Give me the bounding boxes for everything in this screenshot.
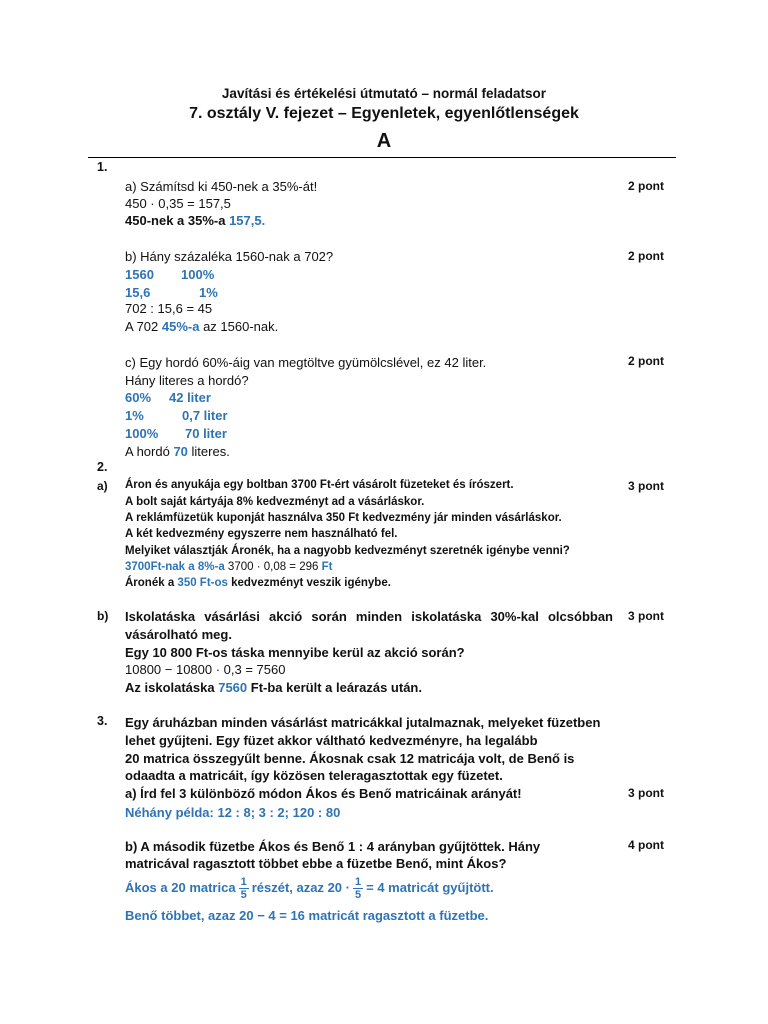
task-1c-proportion-row-1 <box>125 389 211 406</box>
task-3a-question: a) Írd fel 3 különböző módon Ákos és Benő matricáinak arányát! <box>125 786 522 801</box>
fraction-numerator: 1 <box>240 876 247 889</box>
task-1b-answer-value: 45%-a <box>161 319 200 334</box>
task-1c-r3-left: 100% <box>125 426 159 441</box>
task-1c-answer-pre: A hordó <box>125 444 174 459</box>
fraction-denominator-2: 5 <box>354 889 362 902</box>
task-1a-points: 2 pont <box>628 179 664 193</box>
task-3b-question-line-1: b) A második füzetbe Ákos és Benő 1 : 4 arányban gyűjtöttek. Hány <box>125 839 541 854</box>
task-1a-answer-value: 157,5. <box>229 213 266 228</box>
task-2a-line-3: A reklámfüzetük kuponját használva 350 Ft kedvezmény jár minden vásárláskor. <box>125 512 562 524</box>
task-1c-answer-post: literes. <box>187 444 230 459</box>
task-1a-answer <box>125 212 265 229</box>
task-1c-r3-right: 70 liter <box>185 426 227 441</box>
task-1b-r1-right: 100% <box>181 267 215 282</box>
fraction-denominator: 5 <box>240 889 247 902</box>
task-1a-answer-text: 450-nek a 35%-a <box>125 213 230 228</box>
task-1b-answer <box>125 318 278 335</box>
task-2b-answer-value: 7560 <box>218 680 248 695</box>
task-2a-line-4: A két kedvezmény egyszerre nem használható fel. <box>125 528 398 540</box>
task-1c-question-line-1: c) Egy hordó 60%-áig van megtöltve gyümölcslével, ez 42 liter. <box>125 355 487 370</box>
task-2a-calc-pre: 3700Ft-nak a 8%-a <box>125 561 228 573</box>
task-2a-answer-value: 350 Ft-os <box>177 577 228 589</box>
task-2b-line-3: Egy 10 800 Ft-os táska mennyibe kerül az akció során? <box>125 645 465 660</box>
fraction-numerator-2: 1 <box>354 876 362 889</box>
task-2a-line-1: Áron és anyukája egy boltban 3700 Ft-ért vásárolt füzeteket és írószert. <box>125 479 514 491</box>
chapter-title: 7. osztály V. fejezet – Egyenletek, egyenlőtlenségek <box>189 105 579 122</box>
task-3-line-1: Egy áruházban minden vásárlást matricákkal jutalmaznak, melyeket füzetben <box>125 715 601 730</box>
task-3b-points: 4 pont <box>628 838 664 852</box>
task-2a-answer-post: kedvezményt veszik igénybe. <box>227 577 391 589</box>
task-2b-line-1: Iskolatáska vásárlási akció során minden iskolatáska 30%-kal olcsóbban <box>125 609 613 624</box>
task-2a-label: a) <box>97 479 108 493</box>
task-1c-question-line-2: Hány literes a hordó? <box>125 373 249 388</box>
task-2b-label: b) <box>97 609 109 623</box>
task-1b-r1-left: 1560 <box>125 267 154 282</box>
task-1b-answer-post: az 1560-nak. <box>199 319 279 334</box>
guide-heading: Javítási és értékelési útmutató – normál feladatsor <box>221 86 547 101</box>
task-2b-calculation: 10800 − 10800 · 0,3 = 7560 <box>125 662 286 677</box>
task-1b-proportion-row-2 <box>125 284 218 301</box>
task-2b-answer-post: Ft-ba került a leárazás után. <box>247 680 422 695</box>
task-3-line-3: 20 matrica összegyűlt benne. Ákosnak csak 12 matricája volt, de Benő is <box>125 751 575 766</box>
task-1c-r2-right: 0,7 liter <box>182 408 228 423</box>
task-2b-answer-pre: Az iskolatáska <box>125 680 219 695</box>
task-1b-answer-pre: A 702 <box>125 319 162 334</box>
task-1c-answer-value: 70 <box>173 444 188 459</box>
task-1c-proportion-row-3 <box>125 425 227 442</box>
task-1c-r1-right: 42 liter <box>169 390 211 405</box>
task-3-line-4: odaadta a matricáit, így közösen teleragasztottak egy füzetet. <box>125 768 503 783</box>
task-1-number: 1. <box>97 160 108 174</box>
task-2a-answer <box>125 575 391 592</box>
task-3a-answer: Néhány példa: 12 : 8; 3 : 2; 120 : 80 <box>125 805 341 820</box>
task-1b-calculation: 702 : 15,6 = 45 <box>125 301 213 316</box>
task-2a-calc-mid: 3700 · 0,08 = 296 <box>227 561 319 573</box>
task-3a-points: 3 pont <box>628 786 664 800</box>
task-1b-r2-left: 15,6 <box>125 285 151 300</box>
task-1c-points: 2 pont <box>628 354 664 368</box>
task-2a-answer-pre: Áronék a <box>125 577 178 589</box>
task-2a-calculation <box>125 559 332 576</box>
task-3b-question-line-2: matricával ragasztott többet ebbe a füzetbe Benő, mint Ákos? <box>125 856 507 871</box>
task-3b-ans1-mid: részét, azaz 20 · <box>251 880 350 895</box>
task-2b-points: 3 pont <box>628 609 664 623</box>
task-1c-answer <box>125 443 230 460</box>
fraction-one-fifth-2 <box>353 876 363 901</box>
task-1b-question: b) Hány százaléka 1560-nak a 702? <box>125 249 334 264</box>
task-2b-answer <box>125 679 422 696</box>
task-1b-points: 2 pont <box>628 249 664 263</box>
task-3b-answer-line-1 <box>125 872 494 904</box>
fraction-one-fifth <box>239 876 249 901</box>
task-2-number: 2. <box>97 460 108 474</box>
task-3b-ans1-pre: Ákos a 20 matrica <box>125 880 236 895</box>
task-2a-line-2: A bolt saját kártyája 8% kedvezményt ad a vásárláskor. <box>125 496 425 508</box>
task-1a-calculation: 450 · 0,35 = 157,5 <box>125 196 231 211</box>
task-3-number: 3. <box>97 714 108 728</box>
task-1c-proportion-row-2 <box>125 407 228 424</box>
header-divider <box>88 157 676 158</box>
task-3b-answer-line-2: Benő többet, azaz 20 − 4 = 16 matricát ragasztott a füzetbe. <box>125 908 489 923</box>
task-3-line-2: lehet gyűjteni. Egy füzet akkor váltható kedvezményre, ha legalább <box>125 733 538 748</box>
task-2a-line-5: Melyiket választják Áronék, ha a nagyobb kedvezményt szeretnék igénybe venni? <box>125 545 570 557</box>
task-1a-question: a) Számítsd ki 450-nek a 35%-át! <box>125 179 318 194</box>
task-2a-points: 3 pont <box>628 479 664 493</box>
task-3b-ans1-post: = 4 matricát gyűjtött. <box>366 880 494 895</box>
task-1b-r2-right: 1% <box>199 285 218 300</box>
task-2b-line-2: vásárolható meg. <box>125 627 232 642</box>
variant-letter: A <box>376 130 392 152</box>
task-1c-r1-left: 60% <box>125 390 152 405</box>
task-2a-calc-post: Ft <box>318 561 333 573</box>
task-1b-proportion-row-1 <box>125 266 215 283</box>
task-1c-r2-left: 1% <box>125 408 144 423</box>
